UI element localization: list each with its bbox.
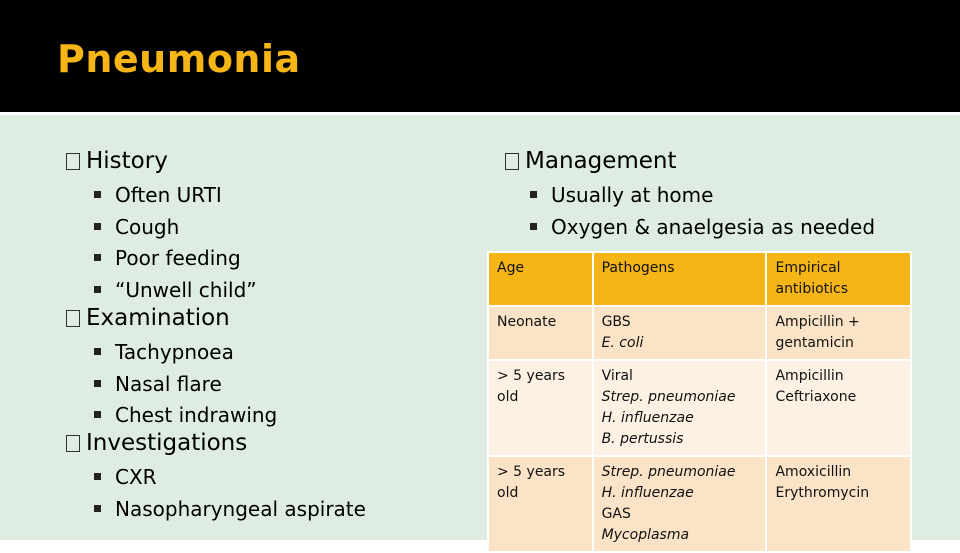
management-table — [487, 251, 912, 553]
antibiotic: Ampicillin — [775, 368, 844, 384]
list-item-label: CXR — [115, 465, 157, 489]
examination-heading-label: Examination — [86, 305, 230, 331]
pathogen: B. pertussis — [601, 431, 684, 447]
table-row — [488, 306, 911, 360]
list-item — [94, 465, 157, 489]
list-item-label: Often URTI — [115, 183, 222, 207]
pathogen: Strep. pneumoniae — [601, 389, 736, 405]
list-item — [94, 497, 366, 521]
list-item-label: Poor feeding — [115, 246, 241, 270]
table-header-row — [488, 252, 911, 306]
square-bullet-icon — [94, 473, 101, 480]
cell-antibiotics — [766, 456, 911, 552]
cell-age: > 5 years old — [488, 456, 593, 552]
cell-antibiotics — [766, 360, 911, 456]
list-item-label: Chest indrawing — [115, 403, 278, 427]
square-bullet-icon — [94, 254, 101, 261]
cell-antibiotics — [766, 306, 911, 360]
pathogen: H. influenzae — [601, 410, 694, 426]
list-item — [94, 278, 257, 302]
table-row — [488, 456, 911, 552]
square-bullet-icon — [94, 505, 101, 512]
pathogen: Mycoplasma — [601, 527, 690, 543]
pathogen: GBS — [601, 314, 631, 330]
list-item-label: Nasopharyngeal aspirate — [115, 497, 366, 521]
list-item — [94, 340, 234, 364]
list-item-label: Nasal flare — [115, 372, 222, 396]
pathogen: GAS — [601, 506, 631, 522]
list-item — [94, 403, 277, 427]
list-item-label: Usually at home — [551, 183, 714, 207]
history-heading-label: History — [86, 148, 168, 174]
cell-pathogens — [593, 360, 767, 456]
examination-heading — [66, 304, 230, 332]
antibiotic: Erythromycin — [775, 485, 870, 501]
title-bar — [0, 0, 960, 112]
list-item — [530, 183, 713, 207]
management-heading-label: Management — [525, 148, 677, 174]
investigations-heading-label: Investigations — [86, 430, 248, 456]
list-item-label: Oxygen & anaelgesia as needed — [551, 215, 876, 239]
list-item — [94, 183, 222, 207]
header-antibiotics: Empirical antibiotics — [766, 252, 911, 306]
square-bullet-icon — [94, 223, 101, 230]
antibiotic: gentamicin — [775, 335, 854, 351]
square-bullet-icon — [94, 380, 101, 387]
table-row — [488, 360, 911, 456]
header-age: Age — [488, 252, 593, 306]
square-bullet-icon — [530, 223, 537, 230]
cell-age: > 5 years old — [488, 360, 593, 456]
list-item — [530, 215, 875, 239]
investigations-heading — [66, 429, 247, 457]
history-heading — [66, 147, 168, 175]
pathogen: H. influenzae — [601, 485, 694, 501]
bullet-box-icon — [66, 435, 80, 452]
bullet-box-icon — [66, 153, 80, 170]
pathogen: E. coli — [601, 335, 644, 351]
list-item — [94, 246, 241, 270]
list-item-label: “Unwell child” — [115, 278, 257, 302]
list-item — [94, 215, 179, 239]
square-bullet-icon — [94, 348, 101, 355]
square-bullet-icon — [94, 286, 101, 293]
antibiotic: Ampicillin + — [775, 314, 860, 330]
antibiotic: Amoxicillin — [775, 464, 852, 480]
antibiotic: Ceftriaxone — [775, 389, 857, 405]
list-item — [94, 372, 222, 396]
square-bullet-icon — [94, 191, 101, 198]
list-item-label: Tachypnoea — [115, 340, 234, 364]
bullet-box-icon — [505, 153, 519, 170]
square-bullet-icon — [530, 191, 537, 198]
header-pathogens: Pathogens — [593, 252, 767, 306]
bullet-box-icon — [66, 310, 80, 327]
slide-title: Pneumonia — [57, 37, 301, 81]
cell-pathogens — [593, 456, 767, 552]
cell-age: Neonate — [488, 306, 593, 360]
pathogen: Viral — [601, 368, 633, 384]
cell-pathogens — [593, 306, 767, 360]
square-bullet-icon — [94, 411, 101, 418]
management-heading — [505, 147, 677, 175]
pathogen: Strep. pneumoniae — [601, 464, 736, 480]
list-item-label: Cough — [115, 215, 180, 239]
